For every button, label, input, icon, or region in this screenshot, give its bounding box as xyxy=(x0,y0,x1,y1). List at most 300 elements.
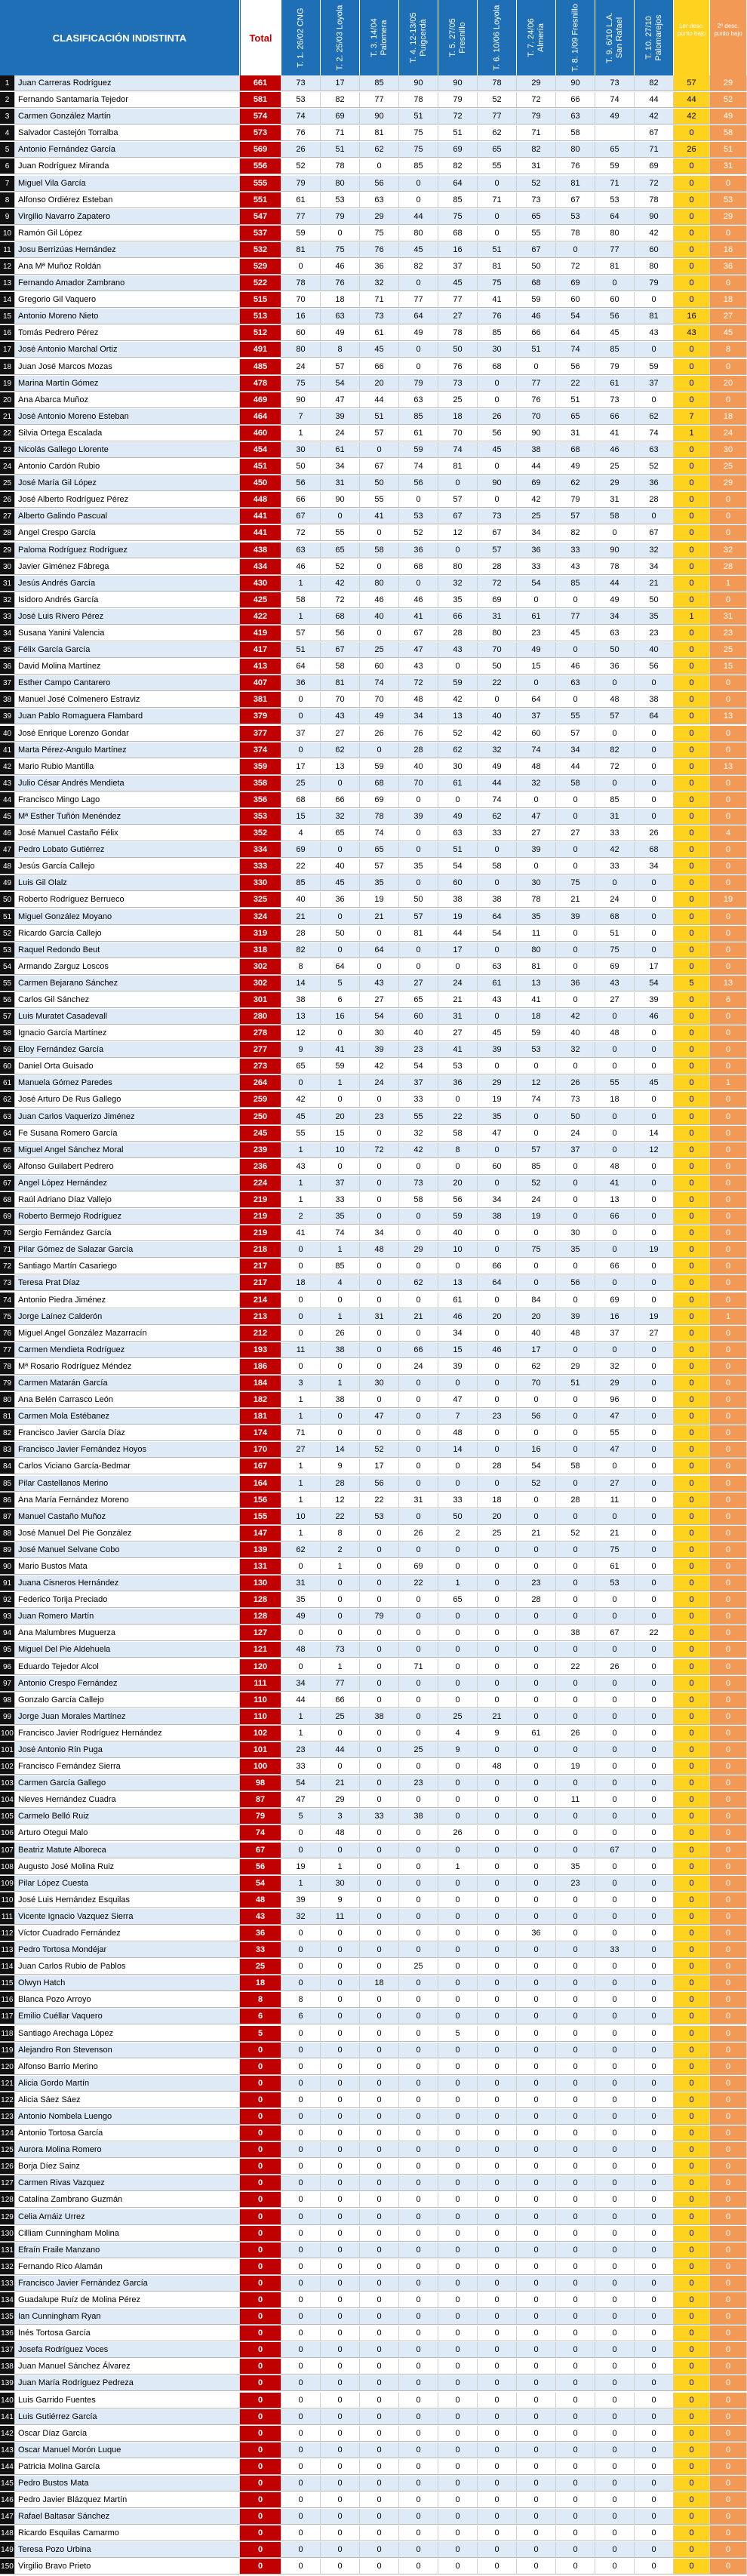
race-points-cell: 0 xyxy=(281,709,321,724)
athlete-name-cell: Eduardo Tejedor Alcol xyxy=(15,1659,240,1675)
race-points-cell: 30 xyxy=(281,442,321,458)
total-points-cell: 43 xyxy=(240,1909,281,1925)
race-points-cell: 0 xyxy=(595,1225,635,1241)
best-discard-cell: 0 xyxy=(674,1859,710,1875)
race-points-cell: 62 xyxy=(635,409,674,425)
race-points-cell: 0 xyxy=(556,2159,595,2175)
race-points-cell: 29 xyxy=(595,475,635,491)
worst-discard-cell: 0 xyxy=(710,1509,747,1525)
race-points-cell: 0 xyxy=(399,2559,438,2574)
race-points-cell: 33 xyxy=(556,543,595,558)
race-points-cell: 0 xyxy=(517,1975,556,1991)
worst-discard-cell: 0 xyxy=(710,842,747,858)
race-points-cell: 0 xyxy=(556,1425,595,1441)
race-points-cell: 66 xyxy=(321,1692,360,1708)
position-cell: 150 xyxy=(0,2559,15,2574)
best-discard-cell: 0 xyxy=(674,959,710,975)
race-points-cell: 80 xyxy=(399,226,438,241)
race-points-cell: 0 xyxy=(556,2092,595,2108)
best-discard-cell: 0 xyxy=(674,1075,710,1091)
position-cell: 51 xyxy=(0,909,15,925)
total-points-cell: 174 xyxy=(240,1425,281,1441)
race-points-cell: 0 xyxy=(635,1859,674,1875)
athlete-name-cell: Marta Pérez-Angulo Martínez xyxy=(15,742,240,758)
race-points-cell: 85 xyxy=(595,342,635,358)
table-row xyxy=(0,1476,747,1492)
race-points-cell: 0 xyxy=(438,1459,478,1474)
race-points-cell: 0 xyxy=(635,2226,674,2242)
total-points-cell: 547 xyxy=(240,209,281,225)
table-row xyxy=(0,1609,747,1625)
athlete-name-cell: Jorge Laínez Calderón xyxy=(15,1309,240,1325)
position-cell: 136 xyxy=(0,2325,15,2341)
race-points-cell: 0 xyxy=(517,1892,556,1908)
race-points-cell: 45 xyxy=(281,1109,321,1125)
worst-discard-cell: 0 xyxy=(710,492,747,508)
athlete-name-cell: Juan Rodríguez Miranda xyxy=(15,158,240,174)
race-points-cell: 0 xyxy=(281,2426,321,2442)
race-points-cell: 73 xyxy=(281,75,321,91)
table-row xyxy=(0,1542,747,1559)
total-points-cell: 212 xyxy=(240,1326,281,1342)
race-points-cell: 12 xyxy=(281,1025,321,1041)
race-points-cell: 0 xyxy=(360,2175,399,2191)
race-points-cell: 38 xyxy=(281,992,321,1008)
race-points-cell: 49 xyxy=(360,709,399,724)
race-points-cell: 0 xyxy=(478,176,517,192)
total-points-cell: 0 xyxy=(240,2409,281,2425)
race-points-cell: 0 xyxy=(517,2175,556,2191)
race-points-cell: 0 xyxy=(635,1876,674,1892)
table-row xyxy=(0,1709,747,1726)
race-points-cell: 0 xyxy=(281,2126,321,2141)
table-row xyxy=(0,1642,747,1658)
race-points-cell: 0 xyxy=(478,1142,517,1158)
table-row xyxy=(0,609,747,626)
race-points-cell: 63 xyxy=(360,192,399,208)
race-points-cell: 0 xyxy=(556,926,595,942)
total-points-cell: 48 xyxy=(240,1892,281,1908)
race-points-cell: 0 xyxy=(399,1159,438,1175)
table-row xyxy=(0,2459,747,2476)
athlete-name-cell: David Molina Martínez xyxy=(15,659,240,675)
position-cell: 137 xyxy=(0,2342,15,2358)
race-points-cell: 0 xyxy=(478,1859,517,1875)
race-points-cell: 74 xyxy=(281,109,321,124)
race-points-cell: 32 xyxy=(478,742,517,758)
race-points-cell: 0 xyxy=(399,275,438,291)
race-points-cell: 0 xyxy=(517,2242,556,2258)
best-discard-cell: 0 xyxy=(674,392,710,408)
race-points-cell: 0 xyxy=(399,2226,438,2242)
race-points-cell: 0 xyxy=(556,1909,595,1925)
race-points-cell: 62 xyxy=(321,742,360,758)
race-points-cell: 90 xyxy=(635,209,674,225)
race-points-cell: 0 xyxy=(399,1459,438,1474)
race-points-cell: 0 xyxy=(478,1692,517,1708)
race-points-cell: 0 xyxy=(438,2309,478,2325)
table-row xyxy=(0,1092,747,1108)
race-points-cell: 36 xyxy=(281,675,321,691)
position-cell: 97 xyxy=(0,1676,15,1692)
athlete-name-cell: Roberto Rodríguez Berrueco xyxy=(15,892,240,908)
race-points-cell: 0 xyxy=(360,626,399,641)
race-points-cell: 0 xyxy=(635,1342,674,1358)
race-header-8 xyxy=(556,0,595,75)
table-row xyxy=(0,1892,747,1909)
athlete-name-cell: Carmen Matarán García xyxy=(15,1376,240,1391)
race-points-cell: 0 xyxy=(399,1326,438,1342)
race-points-cell: 22 xyxy=(438,1109,478,1125)
total-points-cell: 164 xyxy=(240,1476,281,1492)
race-points-cell: 0 xyxy=(556,1192,595,1208)
race-points-cell: 75 xyxy=(595,942,635,958)
race-points-cell: 0 xyxy=(556,1392,595,1408)
race-points-cell: 0 xyxy=(399,2393,438,2408)
total-points-cell: 537 xyxy=(240,226,281,241)
worst-discard-cell: 52 xyxy=(710,92,747,108)
worst-discard-cell: 0 xyxy=(710,1425,747,1441)
worst-discard-cell: 0 xyxy=(710,2559,747,2574)
race-points-cell: 30 xyxy=(321,1876,360,1892)
race-header-label: T. 7. 24/06 Almería xyxy=(526,18,546,57)
race-points-cell: 0 xyxy=(635,1509,674,1525)
race-points-cell: 0 xyxy=(360,1742,399,1758)
athlete-name-cell: Francisco Javier Fernández García xyxy=(15,2276,240,2292)
race-points-cell: 0 xyxy=(478,2409,517,2425)
position-cell: 133 xyxy=(0,2276,15,2292)
race-points-cell: 0 xyxy=(399,2409,438,2425)
race-points-cell: 0 xyxy=(635,1742,674,1758)
race-points-cell: 1 xyxy=(281,1476,321,1492)
table-header xyxy=(0,0,747,75)
race-points-cell: 0 xyxy=(478,2325,517,2341)
table-row xyxy=(0,1142,747,1159)
position-cell: 86 xyxy=(0,1492,15,1508)
race-points-cell: 85 xyxy=(360,75,399,91)
race-points-cell: 0 xyxy=(360,2159,399,2175)
worst-discard-cell: 0 xyxy=(710,1742,747,1758)
athlete-name-cell: Emilio Cuéllar Vaquero xyxy=(15,2009,240,2024)
race-points-cell: 22 xyxy=(635,1625,674,1641)
worst-discard-cell: 45 xyxy=(710,325,747,341)
best-discard-cell: 0 xyxy=(674,2559,710,2574)
race-points-cell: 69 xyxy=(595,1293,635,1308)
worst-discard-cell: 0 xyxy=(710,1809,747,1824)
race-points-cell: 50 xyxy=(478,659,517,675)
race-points-cell: 14 xyxy=(281,976,321,991)
race-points-cell: 0 xyxy=(595,1275,635,1291)
athlete-name-cell: José Luis Rivero Pérez xyxy=(15,609,240,625)
position-cell: 56 xyxy=(0,992,15,1008)
worst-discard-cell: 18 xyxy=(710,292,747,308)
best-discard-cell: 0 xyxy=(674,892,710,908)
race-points-cell: 78 xyxy=(478,75,517,91)
total-points-cell: 515 xyxy=(240,292,281,308)
race-points-cell: 52 xyxy=(478,92,517,108)
race-points-cell: 0 xyxy=(556,1409,595,1425)
race-points-cell: 62 xyxy=(556,475,595,491)
race-points-cell: 0 xyxy=(635,2459,674,2475)
race-points-cell: 56 xyxy=(556,359,595,375)
table-row xyxy=(0,509,747,525)
position-cell: 131 xyxy=(0,2242,15,2258)
table-row xyxy=(0,726,747,742)
race-points-cell: 18 xyxy=(281,1275,321,1291)
athlete-name-cell: Mª Rosario Rodríguez Méndez xyxy=(15,1359,240,1375)
race-points-cell: 22 xyxy=(478,675,517,691)
race-points-cell: 0 xyxy=(399,959,438,975)
position-cell: 62 xyxy=(0,1092,15,1108)
race-points-cell: 66 xyxy=(360,359,399,375)
race-points-cell: 50 xyxy=(399,892,438,908)
race-points-cell: 25 xyxy=(517,509,556,524)
total-points-cell: 0 xyxy=(240,2043,281,2058)
race-points-cell: 45 xyxy=(360,342,399,358)
position-cell: 74 xyxy=(0,1293,15,1308)
best-discard-cell: 0 xyxy=(674,1809,710,1824)
total-points-cell: 170 xyxy=(240,1442,281,1458)
best-discard-cell: 0 xyxy=(674,1575,710,1591)
race-points-cell: 0 xyxy=(595,1459,635,1474)
position-cell: 141 xyxy=(0,2409,15,2425)
position-cell: 132 xyxy=(0,2259,15,2275)
race-points-cell: 0 xyxy=(595,1892,635,1908)
race-points-cell: 41 xyxy=(478,292,517,308)
race-points-cell: 0 xyxy=(399,2175,438,2191)
position-cell: 107 xyxy=(0,1843,15,1858)
race-points-cell: 70 xyxy=(517,1376,556,1391)
race-points-cell: 16 xyxy=(438,242,478,258)
race-points-cell: 0 xyxy=(438,1376,478,1391)
worst-discard-label: 2º desc. punto bajo xyxy=(714,23,742,37)
best-discard-cell: 0 xyxy=(674,2043,710,2058)
table-row xyxy=(0,1843,747,1859)
race-points-cell: 56 xyxy=(556,1275,595,1291)
best-discard-cell: 0 xyxy=(674,176,710,192)
race-points-cell: 0 xyxy=(478,1959,517,1975)
race-points-cell: 0 xyxy=(360,1342,399,1358)
race-points-cell: 0 xyxy=(321,2459,360,2475)
race-points-cell: 56 xyxy=(281,475,321,491)
race-points-cell: 36 xyxy=(399,543,438,558)
race-points-cell: 0 xyxy=(517,2076,556,2092)
total-points-cell: 581 xyxy=(240,92,281,108)
race-points-cell: 0 xyxy=(595,2559,635,2574)
race-points-cell: 32 xyxy=(635,543,674,558)
race-points-cell: 66 xyxy=(517,325,556,341)
race-points-cell: 0 xyxy=(517,1959,556,1975)
total-points-cell: 120 xyxy=(240,1659,281,1675)
table-row xyxy=(0,359,747,376)
race-points-cell: 0 xyxy=(478,2142,517,2158)
race-points-cell: 0 xyxy=(635,1942,674,1958)
race-points-cell: 0 xyxy=(556,842,595,858)
worst-discard-cell: 0 xyxy=(710,1642,747,1658)
worst-discard-cell: 23 xyxy=(710,626,747,641)
race-points-cell: 50 xyxy=(360,475,399,491)
race-points-cell: 61 xyxy=(438,1293,478,1308)
position-cell: 100 xyxy=(0,1726,15,1741)
total-points-cell: 469 xyxy=(240,392,281,408)
race-points-cell: 0 xyxy=(478,2076,517,2092)
race-points-cell: 1 xyxy=(281,1409,321,1425)
table-row xyxy=(0,742,747,759)
athlete-name-cell: Cilliam Cunningham Molina xyxy=(15,2226,240,2242)
position-cell: 126 xyxy=(0,2159,15,2175)
race-points-cell: 38 xyxy=(556,1625,595,1641)
race-points-cell: 0 xyxy=(478,1825,517,1841)
race-header-label: T. 2. 25/03 Loyola xyxy=(335,5,344,71)
best-discard-cell: 0 xyxy=(674,209,710,225)
race-points-cell: 75 xyxy=(556,875,595,891)
race-points-cell: 0 xyxy=(556,1592,595,1608)
total-points-cell: 555 xyxy=(240,176,281,192)
best-discard-cell: 0 xyxy=(674,1526,710,1542)
total-points-cell: 0 xyxy=(240,2276,281,2292)
total-points-cell: 0 xyxy=(240,2525,281,2541)
worst-discard-cell: 4 xyxy=(710,825,747,841)
race-points-cell: 0 xyxy=(635,2076,674,2092)
race-points-cell: 0 xyxy=(635,726,674,742)
race-points-cell: 0 xyxy=(478,1442,517,1458)
worst-discard-cell: 31 xyxy=(710,609,747,625)
race-points-cell: 0 xyxy=(399,2525,438,2541)
position-cell: 129 xyxy=(0,2209,15,2225)
race-points-cell: 43 xyxy=(438,642,478,658)
race-header-7 xyxy=(517,0,556,75)
race-points-cell: 15 xyxy=(517,659,556,675)
race-points-cell: 33 xyxy=(517,559,556,575)
race-points-cell: 8 xyxy=(281,959,321,975)
athlete-name-cell: Alicia Sáez Sáez xyxy=(15,2092,240,2108)
race-points-cell: 0 xyxy=(635,1676,674,1692)
race-points-cell: 0 xyxy=(517,2342,556,2358)
race-points-cell: 0 xyxy=(281,2059,321,2075)
race-points-cell: 0 xyxy=(517,2393,556,2408)
race-points-cell: 0 xyxy=(517,359,556,375)
race-points-cell: 0 xyxy=(399,1376,438,1391)
race-points-cell: 69 xyxy=(321,109,360,124)
position-cell: 82 xyxy=(0,1425,15,1441)
table-title xyxy=(0,0,240,75)
race-points-cell: 11 xyxy=(281,1342,321,1358)
race-points-cell: 0 xyxy=(281,2509,321,2525)
position-cell: 122 xyxy=(0,2092,15,2108)
race-points-cell: 85 xyxy=(438,192,478,208)
race-points-cell: 64 xyxy=(517,692,556,708)
race-points-cell: 58 xyxy=(556,1459,595,1474)
race-points-cell: 78 xyxy=(321,158,360,174)
total-points-cell: 0 xyxy=(240,2476,281,2491)
race-points-cell: 0 xyxy=(556,1942,595,1958)
athlete-name-cell: Carmen González Martín xyxy=(15,109,240,124)
position-cell: 20 xyxy=(0,392,15,408)
race-points-cell: 0 xyxy=(360,1892,399,1908)
race-points-cell: 29 xyxy=(478,1075,517,1091)
total-points-cell: 0 xyxy=(240,2325,281,2341)
race-points-cell: 78 xyxy=(595,559,635,575)
best-discard-cell: 0 xyxy=(674,2393,710,2408)
race-points-cell: 82 xyxy=(281,942,321,958)
race-points-cell: 0 xyxy=(556,2342,595,2358)
race-points-cell: 0 xyxy=(399,2159,438,2175)
race-points-cell: 0 xyxy=(478,1225,517,1241)
race-points-cell: 0 xyxy=(438,1909,478,1925)
race-points-cell: 39 xyxy=(478,1042,517,1058)
worst-discard-cell: 8 xyxy=(710,342,747,358)
race-points-cell: 43 xyxy=(321,709,360,724)
race-points-cell: 0 xyxy=(478,209,517,225)
total-points-cell: 333 xyxy=(240,859,281,875)
race-points-cell: 61 xyxy=(517,609,556,625)
race-points-cell: 0 xyxy=(478,2359,517,2375)
race-points-cell: 47 xyxy=(595,1442,635,1458)
race-points-cell: 64 xyxy=(556,325,595,341)
race-points-cell: 53 xyxy=(281,92,321,108)
race-points-cell: 0 xyxy=(478,2259,517,2275)
race-points-cell: 0 xyxy=(281,2242,321,2258)
table-row xyxy=(0,1159,747,1176)
race-points-cell: 48 xyxy=(281,1642,321,1658)
race-points-cell: 70 xyxy=(360,692,399,708)
best-discard-cell: 0 xyxy=(674,1476,710,1492)
race-points-cell: 0 xyxy=(556,2375,595,2391)
race-points-cell: 74 xyxy=(478,792,517,808)
race-points-cell: 0 xyxy=(438,2043,478,2058)
race-points-cell: 64 xyxy=(595,209,635,225)
race-points-cell: 85 xyxy=(595,792,635,808)
best-discard-cell: 0 xyxy=(674,125,710,141)
race-points-cell: 0 xyxy=(438,1692,478,1708)
race-points-cell: 22 xyxy=(281,859,321,875)
race-points-cell: 55 xyxy=(281,1126,321,1142)
race-points-cell: 0 xyxy=(595,2242,635,2258)
race-points-cell: 37 xyxy=(556,1142,595,1158)
race-points-cell: 0 xyxy=(635,1642,674,1658)
athlete-name-cell: Josu Berrizúas Hernández xyxy=(15,242,240,258)
best-discard-cell: 0 xyxy=(674,926,710,942)
table-row xyxy=(0,1025,747,1042)
race-points-cell: 57 xyxy=(281,626,321,641)
race-points-cell: 0 xyxy=(399,1709,438,1725)
worst-discard-cell: 0 xyxy=(710,2209,747,2225)
race-points-cell: 51 xyxy=(281,642,321,658)
race-points-cell: 21 xyxy=(478,1709,517,1725)
race-points-cell: 23 xyxy=(360,1109,399,1125)
race-points-cell: 5 xyxy=(438,2026,478,2042)
race-points-cell: 78 xyxy=(438,325,478,341)
race-points-cell: 0 xyxy=(478,1059,517,1074)
total-points-cell: 128 xyxy=(240,1592,281,1608)
race-points-cell: 43 xyxy=(399,659,438,675)
position-cell: 101 xyxy=(0,1742,15,1758)
total-points-cell: 379 xyxy=(240,709,281,724)
race-points-cell: 0 xyxy=(399,1892,438,1908)
worst-discard-cell: 32 xyxy=(710,543,747,558)
race-points-cell: 40 xyxy=(635,642,674,658)
race-points-cell: 0 xyxy=(321,2242,360,2258)
race-points-cell: 0 xyxy=(478,2309,517,2325)
race-points-cell: 17 xyxy=(635,959,674,975)
race-points-cell: 0 xyxy=(517,1742,556,1758)
position-cell: 31 xyxy=(0,576,15,592)
best-discard-cell: 0 xyxy=(674,1559,710,1575)
worst-discard-cell: 0 xyxy=(710,2276,747,2292)
worst-discard-cell: 0 xyxy=(710,2092,747,2108)
race-points-cell: 13 xyxy=(595,1192,635,1208)
race-points-cell: 50 xyxy=(438,342,478,358)
